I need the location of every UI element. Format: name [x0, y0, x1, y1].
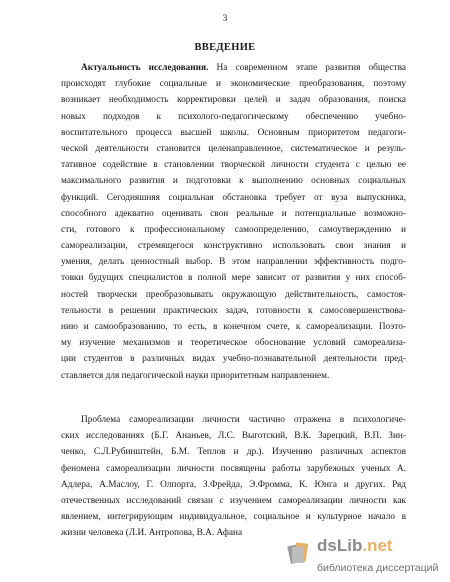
paragraph-problem — [61, 412, 406, 542]
text-line — [61, 238, 406, 254]
text-line — [61, 206, 406, 222]
line-text: нию и самообразованию, то есть, в конечном счете, к самореализации. Поэто- — [61, 322, 406, 332]
text-line — [61, 428, 406, 444]
watermark-name — [317, 536, 393, 556]
section-heading: ВВЕДЕНИЕ — [194, 42, 256, 53]
line-text: умения, делать ценностный выбор. В этом направлении эффективность подго- — [61, 257, 406, 268]
line-text: ческой деятельности становится целенаправленное, систематическое и резуль- — [61, 143, 406, 154]
line-text: способного адекватно оценивать свои реальные и потенциальные возможно- — [61, 208, 406, 219]
text-line — [61, 190, 406, 206]
text-line — [61, 141, 406, 157]
text-line — [61, 270, 406, 286]
line-text: явлением, интегрирующим индивидуальное, социальное и культурное начало в — [61, 512, 406, 523]
text-line — [61, 254, 406, 270]
text-line — [61, 173, 406, 189]
dslib-watermark[interactable] — [285, 535, 445, 579]
text-line — [61, 412, 406, 428]
line-text: ностей творчески преобразовывать окружающую действительность, самостоя- — [61, 289, 406, 300]
line-text: функций. Сегодняшняя социальная обстановка требует от вуза выпускника, — [61, 192, 406, 203]
dslib-logo-icon — [287, 541, 311, 565]
line-text: ции студентов в различных видах учебно-познавательной деятельности пред- — [61, 354, 406, 365]
text-line — [61, 335, 406, 351]
line-text: феномена самореализации личности посвящены работы зарубежных ученых А. — [61, 463, 406, 474]
line-text: му изучение механизмов и теоретическое обоснование условий самореализа- — [61, 338, 406, 349]
line-text: ских исследованиях (Б.Г. Ананьев, Л.С. Выготский, В.К. Зарецкий, В.П. Зин- — [61, 431, 406, 442]
paragraph-relevance — [61, 60, 406, 384]
text-line — [61, 76, 406, 92]
lead-phrase: Актуальность исследования. — [81, 63, 209, 73]
line-text: происходят глубокие социальные и экономические преобразования, поэтому — [61, 79, 406, 90]
line-text: ставляется для педагогической науки приоритетным направлением. — [61, 370, 330, 381]
line-text: товки будущих специалистов в полной мере зависит от развития у них способ- — [61, 273, 406, 284]
text-line — [61, 319, 406, 335]
text-line — [61, 157, 406, 173]
text-line — [61, 92, 406, 108]
line-text: отечественных исследований связан с изучением самореализации личности как — [61, 495, 406, 506]
text-line — [61, 222, 406, 238]
line-text: Проблема самореализации личности частично отражена в психологиче- — [81, 415, 406, 425]
text-line — [61, 444, 406, 460]
text-line — [61, 351, 406, 367]
line-text: новых подходов к психолого-педагогическому обеспечению учебно- — [61, 111, 406, 122]
line-text: тативное содействие в становлении творческой личности студента с целью ее — [61, 160, 406, 171]
text-line — [61, 368, 406, 384]
text-line — [61, 303, 406, 319]
text-line — [61, 477, 406, 493]
line-text: максимального развития и подготовки к выполнению основных социальных — [61, 176, 406, 187]
text-line — [61, 461, 406, 477]
line-text: ченко, С.Л.Рубинштейн, Б.М. Теплов и др.). Изучению различных аспектов — [61, 447, 406, 458]
line-text: самореализации, стремящегося конструктивно использовать свои знания и — [61, 241, 406, 252]
line-text: жизни человека (Л.И. Антропова, В.А. Афана — [61, 528, 243, 539]
line-text: воспитательного процесса высшей школы. Основным приоритетом педагоги- — [61, 127, 406, 138]
text-line — [61, 509, 406, 525]
page-number: 3 — [222, 14, 228, 24]
text-line — [61, 287, 406, 303]
text-line — [61, 125, 406, 141]
line-text: сти, готового к профессиональному самоопределению, самоутверждению и — [61, 224, 406, 235]
line-text: тельности в решении практических задач, готовности к самосовершенствова- — [61, 305, 406, 316]
text-line — [61, 60, 406, 76]
line-text: На современном этапе развития общества — [208, 63, 406, 73]
watermark-name-main: dsLib — [317, 536, 363, 555]
watermark-name-suffix: .net — [362, 536, 393, 555]
watermark-subtitle: библиотека диссертаций — [317, 562, 439, 574]
line-text: Адлера, А.Маслоу, Г. Олпорта, З.Фрейда, Э.Фромма, К. Юнга и других. Ряд — [61, 479, 406, 490]
line-text: возникает необходимость корректировки целей и задач образования, поиска — [61, 95, 406, 106]
text-line — [61, 493, 406, 509]
text-line — [61, 109, 406, 125]
